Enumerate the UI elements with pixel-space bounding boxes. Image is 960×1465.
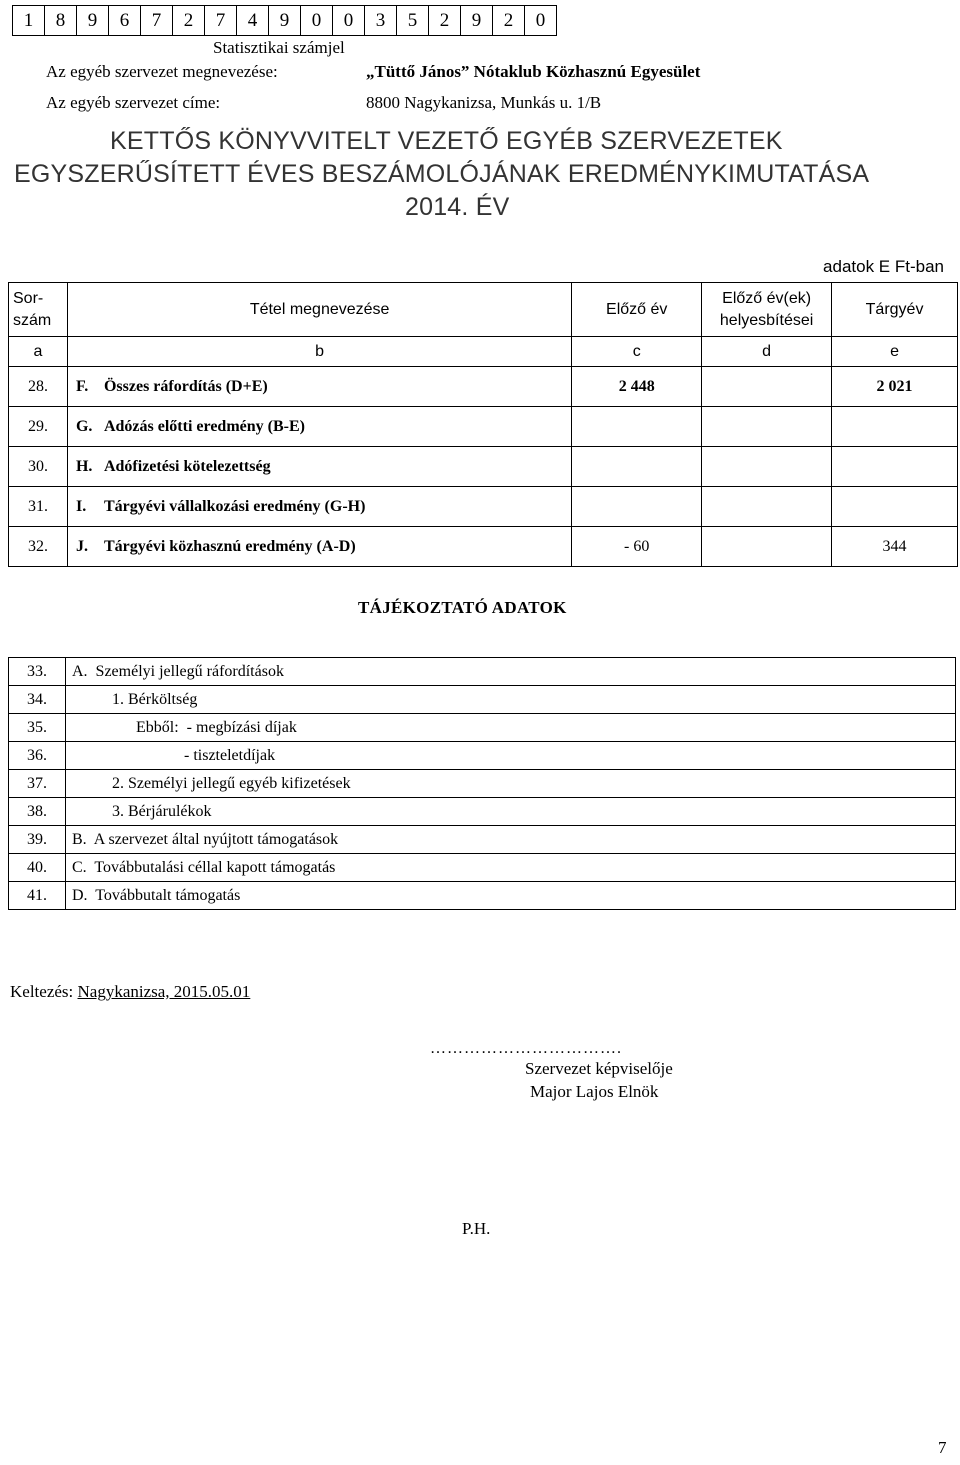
info-row-label: 1. Bérköltség	[66, 686, 956, 714]
row-label-text: Adófizetési kötelezettség	[103, 457, 271, 475]
stat-digit-box: 4	[237, 5, 269, 36]
row-prev-value: 2 448	[572, 367, 702, 407]
org-address-label: Az egyéb szervezet címe:	[46, 93, 221, 112]
row-code: G.	[75, 417, 93, 435]
info-row-number: 37.	[9, 770, 66, 798]
stat-label: Statisztikai számjel	[213, 38, 345, 57]
letter-c: c	[572, 337, 702, 367]
org-address: 8800 Nagykanizsa, Munkás u. 1/B	[366, 93, 602, 112]
results-table	[8, 282, 958, 567]
row-current-value: 344	[832, 527, 958, 567]
title-line-2: EGYSZERŰSÍTETT ÉVES BESZÁMOLÓJÁNAK EREDMÉNYKIMUTATÁSA	[14, 160, 870, 188]
stat-digit-box: 0	[301, 5, 333, 36]
row-label	[67, 367, 571, 407]
info-row-label: B. A szervezet által nyújtott támogatások	[66, 826, 956, 854]
row-current-value	[832, 407, 958, 447]
stamp-placeholder: P.H.	[462, 1219, 491, 1238]
row-label-text: Tárgyévi közhasznú eredmény (A-D)	[103, 537, 356, 555]
stat-digit-box: 0	[525, 5, 557, 36]
row-adj-value	[702, 407, 832, 447]
info-row-number: 33.	[9, 658, 66, 686]
info-row	[9, 686, 956, 714]
info-row-label: A. Személyi jellegű ráfordítások	[66, 658, 956, 686]
header-sorszam	[9, 283, 68, 337]
info-row	[9, 658, 956, 686]
row-label	[67, 527, 571, 567]
letter-a: a	[9, 337, 68, 367]
info-row	[9, 826, 956, 854]
table-row	[9, 487, 958, 527]
column-letters-row	[9, 337, 958, 367]
stat-digit-box: 6	[109, 5, 141, 36]
letter-d: d	[702, 337, 832, 367]
signature-name: Major Lajos Elnök	[530, 1082, 659, 1101]
info-row-label: - tiszteletdíjak	[66, 742, 956, 770]
row-number: 32.	[9, 527, 68, 567]
row-label	[67, 487, 571, 527]
org-name-label: Az egyéb szervezet megnevezése:	[46, 62, 278, 81]
row-number: 31.	[9, 487, 68, 527]
info-row-label: C. Továbbutalási céllal kapott támogatás	[66, 854, 956, 882]
header-prev-year: Előző év	[572, 283, 702, 337]
unit-note: adatok E Ft-ban	[823, 257, 944, 276]
stat-digit-box: 5	[397, 5, 429, 36]
stat-digit-box: 9	[461, 5, 493, 36]
table-row	[9, 407, 958, 447]
row-code: H.	[75, 457, 93, 475]
info-row-number: 34.	[9, 686, 66, 714]
row-adj-value	[702, 527, 832, 567]
stat-digit-box: 7	[205, 5, 237, 36]
header-sorszam-2: szám	[13, 311, 52, 329]
info-row	[9, 798, 956, 826]
date-line	[10, 982, 250, 1002]
header-current-year: Tárgyév	[832, 283, 958, 337]
info-table	[8, 657, 956, 910]
header-item: Tétel megnevezése	[67, 283, 571, 337]
row-current-value	[832, 487, 958, 527]
info-row	[9, 742, 956, 770]
info-row	[9, 770, 956, 798]
date-value: Nagykanizsa, 2015.05.01	[77, 982, 251, 1001]
stat-digit-box: 9	[269, 5, 301, 36]
header-prev-adj-1: Előző év(ek)	[722, 289, 812, 307]
row-adj-value	[702, 367, 832, 407]
row-prev-value	[572, 407, 702, 447]
header-sorszam-1: Sor-	[13, 289, 44, 307]
info-row-number: 38.	[9, 798, 66, 826]
row-number: 29.	[9, 407, 68, 447]
stat-digit-box: 9	[77, 5, 109, 36]
info-row-label: 2. Személyi jellegű egyéb kifizetések	[66, 770, 956, 798]
header-prev-adj	[702, 283, 832, 337]
row-label-text: Adózás előtti eredmény (B-E)	[103, 417, 305, 435]
row-adj-value	[702, 487, 832, 527]
signature-role: Szervezet képviselője	[525, 1059, 673, 1078]
info-row-label: Ebből: - megbízási díjak	[66, 714, 956, 742]
letter-e: e	[832, 337, 958, 367]
row-label-text: Összes ráfordítás (D+E)	[103, 377, 268, 395]
stat-digit-box: 3	[365, 5, 397, 36]
row-label	[67, 407, 571, 447]
stat-digit-box: 0	[333, 5, 365, 36]
info-row-number: 36.	[9, 742, 66, 770]
row-code: I.	[75, 497, 87, 515]
stat-digit-box: 2	[429, 5, 461, 36]
row-current-value: 2 021	[832, 367, 958, 407]
info-row-number: 40.	[9, 854, 66, 882]
stat-digit-box: 7	[141, 5, 173, 36]
signature-line: …………………………….	[430, 1040, 622, 1057]
info-row-label: 3. Bérjárulékok	[66, 798, 956, 826]
stat-number-boxes	[12, 5, 557, 36]
info-row-number: 39.	[9, 826, 66, 854]
page-number: 7	[938, 1438, 947, 1457]
row-code: J.	[75, 537, 88, 555]
table-row	[9, 447, 958, 487]
letter-b: b	[67, 337, 571, 367]
row-code: F.	[75, 377, 89, 395]
stat-digit-box: 2	[493, 5, 525, 36]
header-prev-adj-2: helyesbítései	[719, 311, 814, 329]
org-name: „Tüttő János” Nótaklub Közhasznú Egyesület	[366, 62, 701, 81]
table-row	[9, 367, 958, 407]
info-row	[9, 882, 956, 910]
row-adj-value	[702, 447, 832, 487]
table-row	[9, 527, 958, 567]
stat-digit-box: 2	[173, 5, 205, 36]
table-header-row	[9, 283, 958, 337]
info-row	[9, 714, 956, 742]
date-label: Keltezés:	[10, 982, 74, 1001]
row-label-text: Tárgyévi vállalkozási eredmény (G-H)	[103, 497, 366, 515]
info-row-number: 41.	[9, 882, 66, 910]
row-current-value	[832, 447, 958, 487]
row-prev-value	[572, 447, 702, 487]
info-row-number: 35.	[9, 714, 66, 742]
row-label	[67, 447, 571, 487]
row-number: 30.	[9, 447, 68, 487]
title-line-1: KETTŐS KÖNYVVITELT VEZETŐ EGYÉB SZERVEZETEK	[110, 127, 783, 155]
info-title: TÁJÉKOZTATÓ ADATOK	[358, 598, 567, 617]
info-row-label: D. Továbbutalt támogatás	[66, 882, 956, 910]
row-prev-value	[572, 487, 702, 527]
row-prev-value: - 60	[572, 527, 702, 567]
stat-digit-box: 1	[12, 5, 45, 36]
stat-digit-box: 8	[45, 5, 77, 36]
row-number: 28.	[9, 367, 68, 407]
info-row	[9, 854, 956, 882]
title-line-3: 2014. ÉV	[405, 193, 510, 221]
